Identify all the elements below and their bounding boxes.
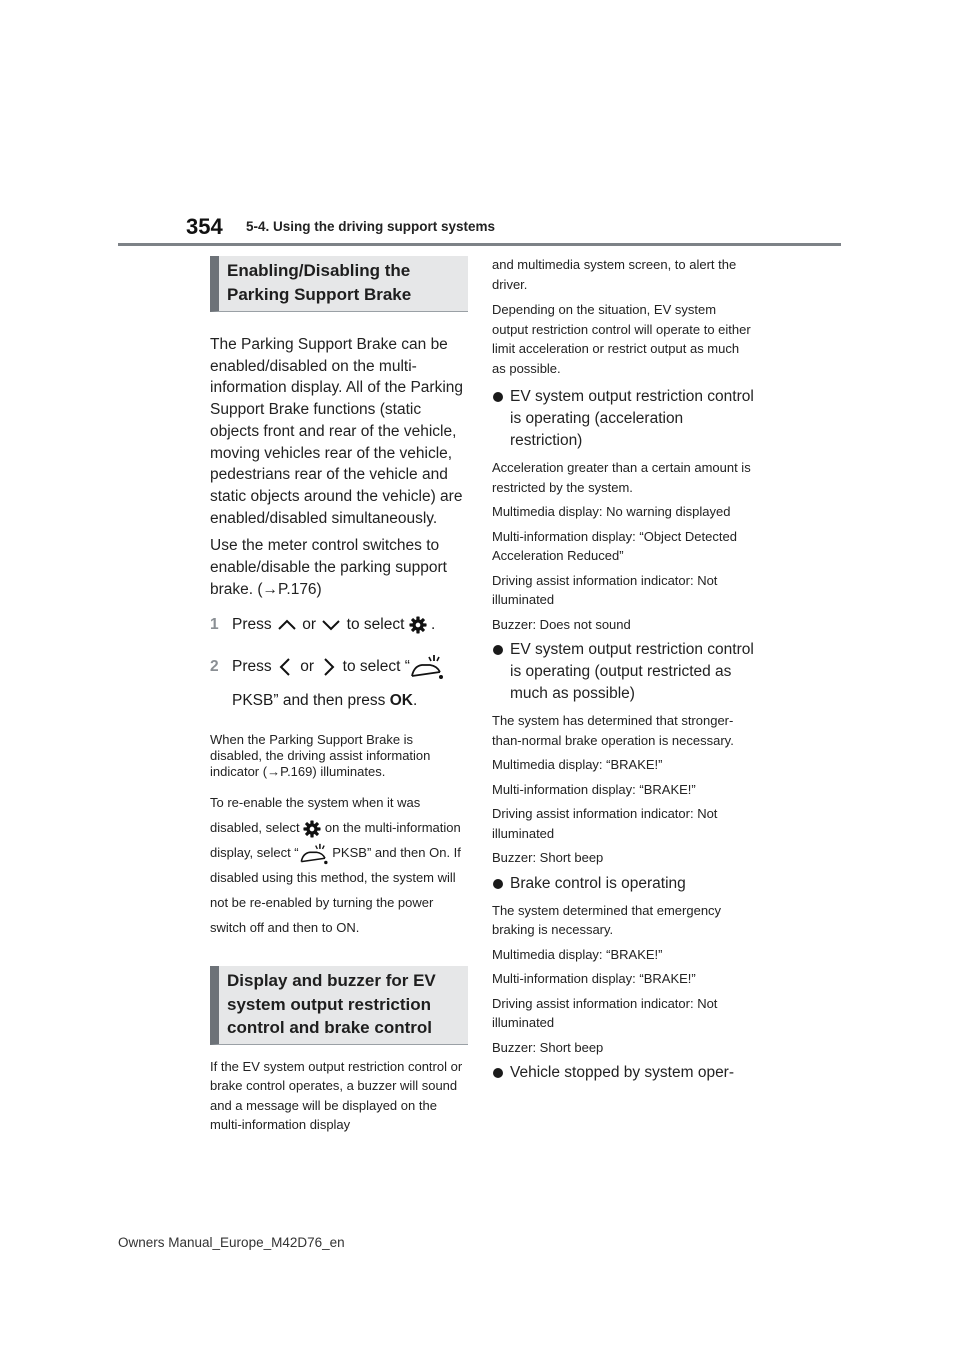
car-warning-icon — [299, 843, 329, 865]
multimedia-display-line: Multimedia display: “BRAKE!” — [492, 946, 663, 962]
buzzer-paragraph: If the EV system output restriction control or brake control operates, a buzzer will sound and a message will be displayed on the multi-information display — [210, 1058, 463, 1133]
note-text: To re-enable the system when it was disabled, select — [210, 795, 421, 836]
step-1 — [210, 614, 468, 636]
multimedia-display-line: Multimedia display: “BRAKE!” — [492, 757, 663, 772]
step-text: PKSB” and then press — [232, 692, 386, 710]
footer-manual-id: Owners Manual_Europe_M42D76_en — [118, 1235, 345, 1250]
continued-paragraph: and multimedia system screen, to alert the driver. — [492, 257, 737, 292]
page-number: 354 — [186, 214, 223, 239]
step-text: . — [431, 616, 436, 634]
indicator-line: Driving assist information indicator: Not illuminated — [492, 806, 718, 841]
multimedia-display-line: Multimedia display: No warning displayed — [492, 504, 731, 519]
note-text: on the multi-information display, select “ — [210, 820, 461, 861]
step-text: or — [302, 616, 317, 634]
gear-icon — [303, 820, 321, 838]
indicator-line: Driving assist information indicator: Not illuminated — [492, 572, 718, 607]
right-column — [492, 255, 754, 1084]
buzzer-line: Buzzer: Short beep — [492, 1039, 604, 1055]
bullet-description: The system determined that emergency braking is necessary. — [492, 902, 722, 937]
ok-label: OK — [389, 692, 413, 710]
step-text: to select — [346, 616, 405, 634]
header-rule — [118, 243, 841, 246]
buzzer-line: Buzzer: Short beep — [492, 850, 604, 865]
left-column — [210, 256, 468, 1135]
note-reenable — [210, 790, 468, 940]
depending-paragraph: Depending on the situation, EV system output restriction control will operate to either limit acceleration or restrict output as much as possible. — [492, 302, 751, 376]
step-text: Press — [232, 658, 272, 676]
multi-information-display-line: Multi-information display: “BRAKE!” — [492, 971, 696, 986]
step-text: to select “ — [342, 658, 410, 676]
step-text: or — [300, 658, 315, 676]
step-text: . — [412, 692, 418, 710]
bullet-description: The system has determined that stronger-than-normal brake operation is necessary. — [492, 713, 734, 748]
step-2 — [210, 650, 468, 718]
bullet-output-restricted: EV system output restriction control is operating (output restricted as much as possible) — [492, 639, 754, 705]
multi-information-display-line: Multi-information display: “Object Detected Acceleration Reduced” — [492, 528, 737, 563]
buzzer-line: Buzzer: Does not sound — [492, 616, 631, 632]
bullet-description: Acceleration greater than a certain amount is restricted by the system. — [492, 460, 751, 495]
bullet-acceleration-restriction: EV system output restriction control is operating (acceleration restriction) — [492, 386, 754, 452]
note-disabled-indicator: When the Parking Support Brake is disabled, the driving assist information indicator (→P.169) illuminates. — [210, 732, 431, 780]
step-number: 2 — [210, 658, 219, 676]
bullet-vehicle-stopped: Vehicle stopped by system oper- — [492, 1062, 754, 1084]
step-number: 1 — [210, 616, 219, 634]
bullet-brake-control: Brake control is operating — [492, 873, 754, 895]
section-heading-display-buzzer: Display and buzzer for EV system output restriction control and brake control — [210, 966, 468, 1045]
chevron-up-icon — [276, 618, 298, 632]
chevron-down-icon — [320, 618, 342, 632]
gear-icon — [409, 616, 427, 634]
note-text: PKSB” and then On. If disabled using this method, the system will not be re-enabled by turning the power switch off and then to ON. — [210, 845, 461, 936]
car-warning-icon — [410, 654, 444, 680]
chevron-left-icon — [276, 657, 296, 677]
intro-paragraph: The Parking Support Brake can be enabled/disabled on the multi-information display. All of the Parking Support Brake functions (static objects front and rear of the vehicle, moving vehicles rear of the vehicle, pedestrians rear of the vehicle and static objects around the vehicle) are enabled/disabled simultaneously. — [210, 336, 464, 527]
section-heading-enabling: Enabling/Disabling the Parking Support Brake — [210, 256, 468, 312]
indicator-line: Driving assist information indicator: Not illuminated — [492, 995, 718, 1030]
chevron-right-icon — [318, 657, 338, 677]
running-header: 5-4. Using the driving support systems — [246, 219, 496, 234]
step-text: Press — [232, 616, 272, 634]
multi-information-display-line: Multi-information display: “BRAKE!” — [492, 781, 696, 797]
switches-paragraph: Use the meter control switches to enable/disable the parking support brake. (→P.176) — [210, 537, 447, 598]
